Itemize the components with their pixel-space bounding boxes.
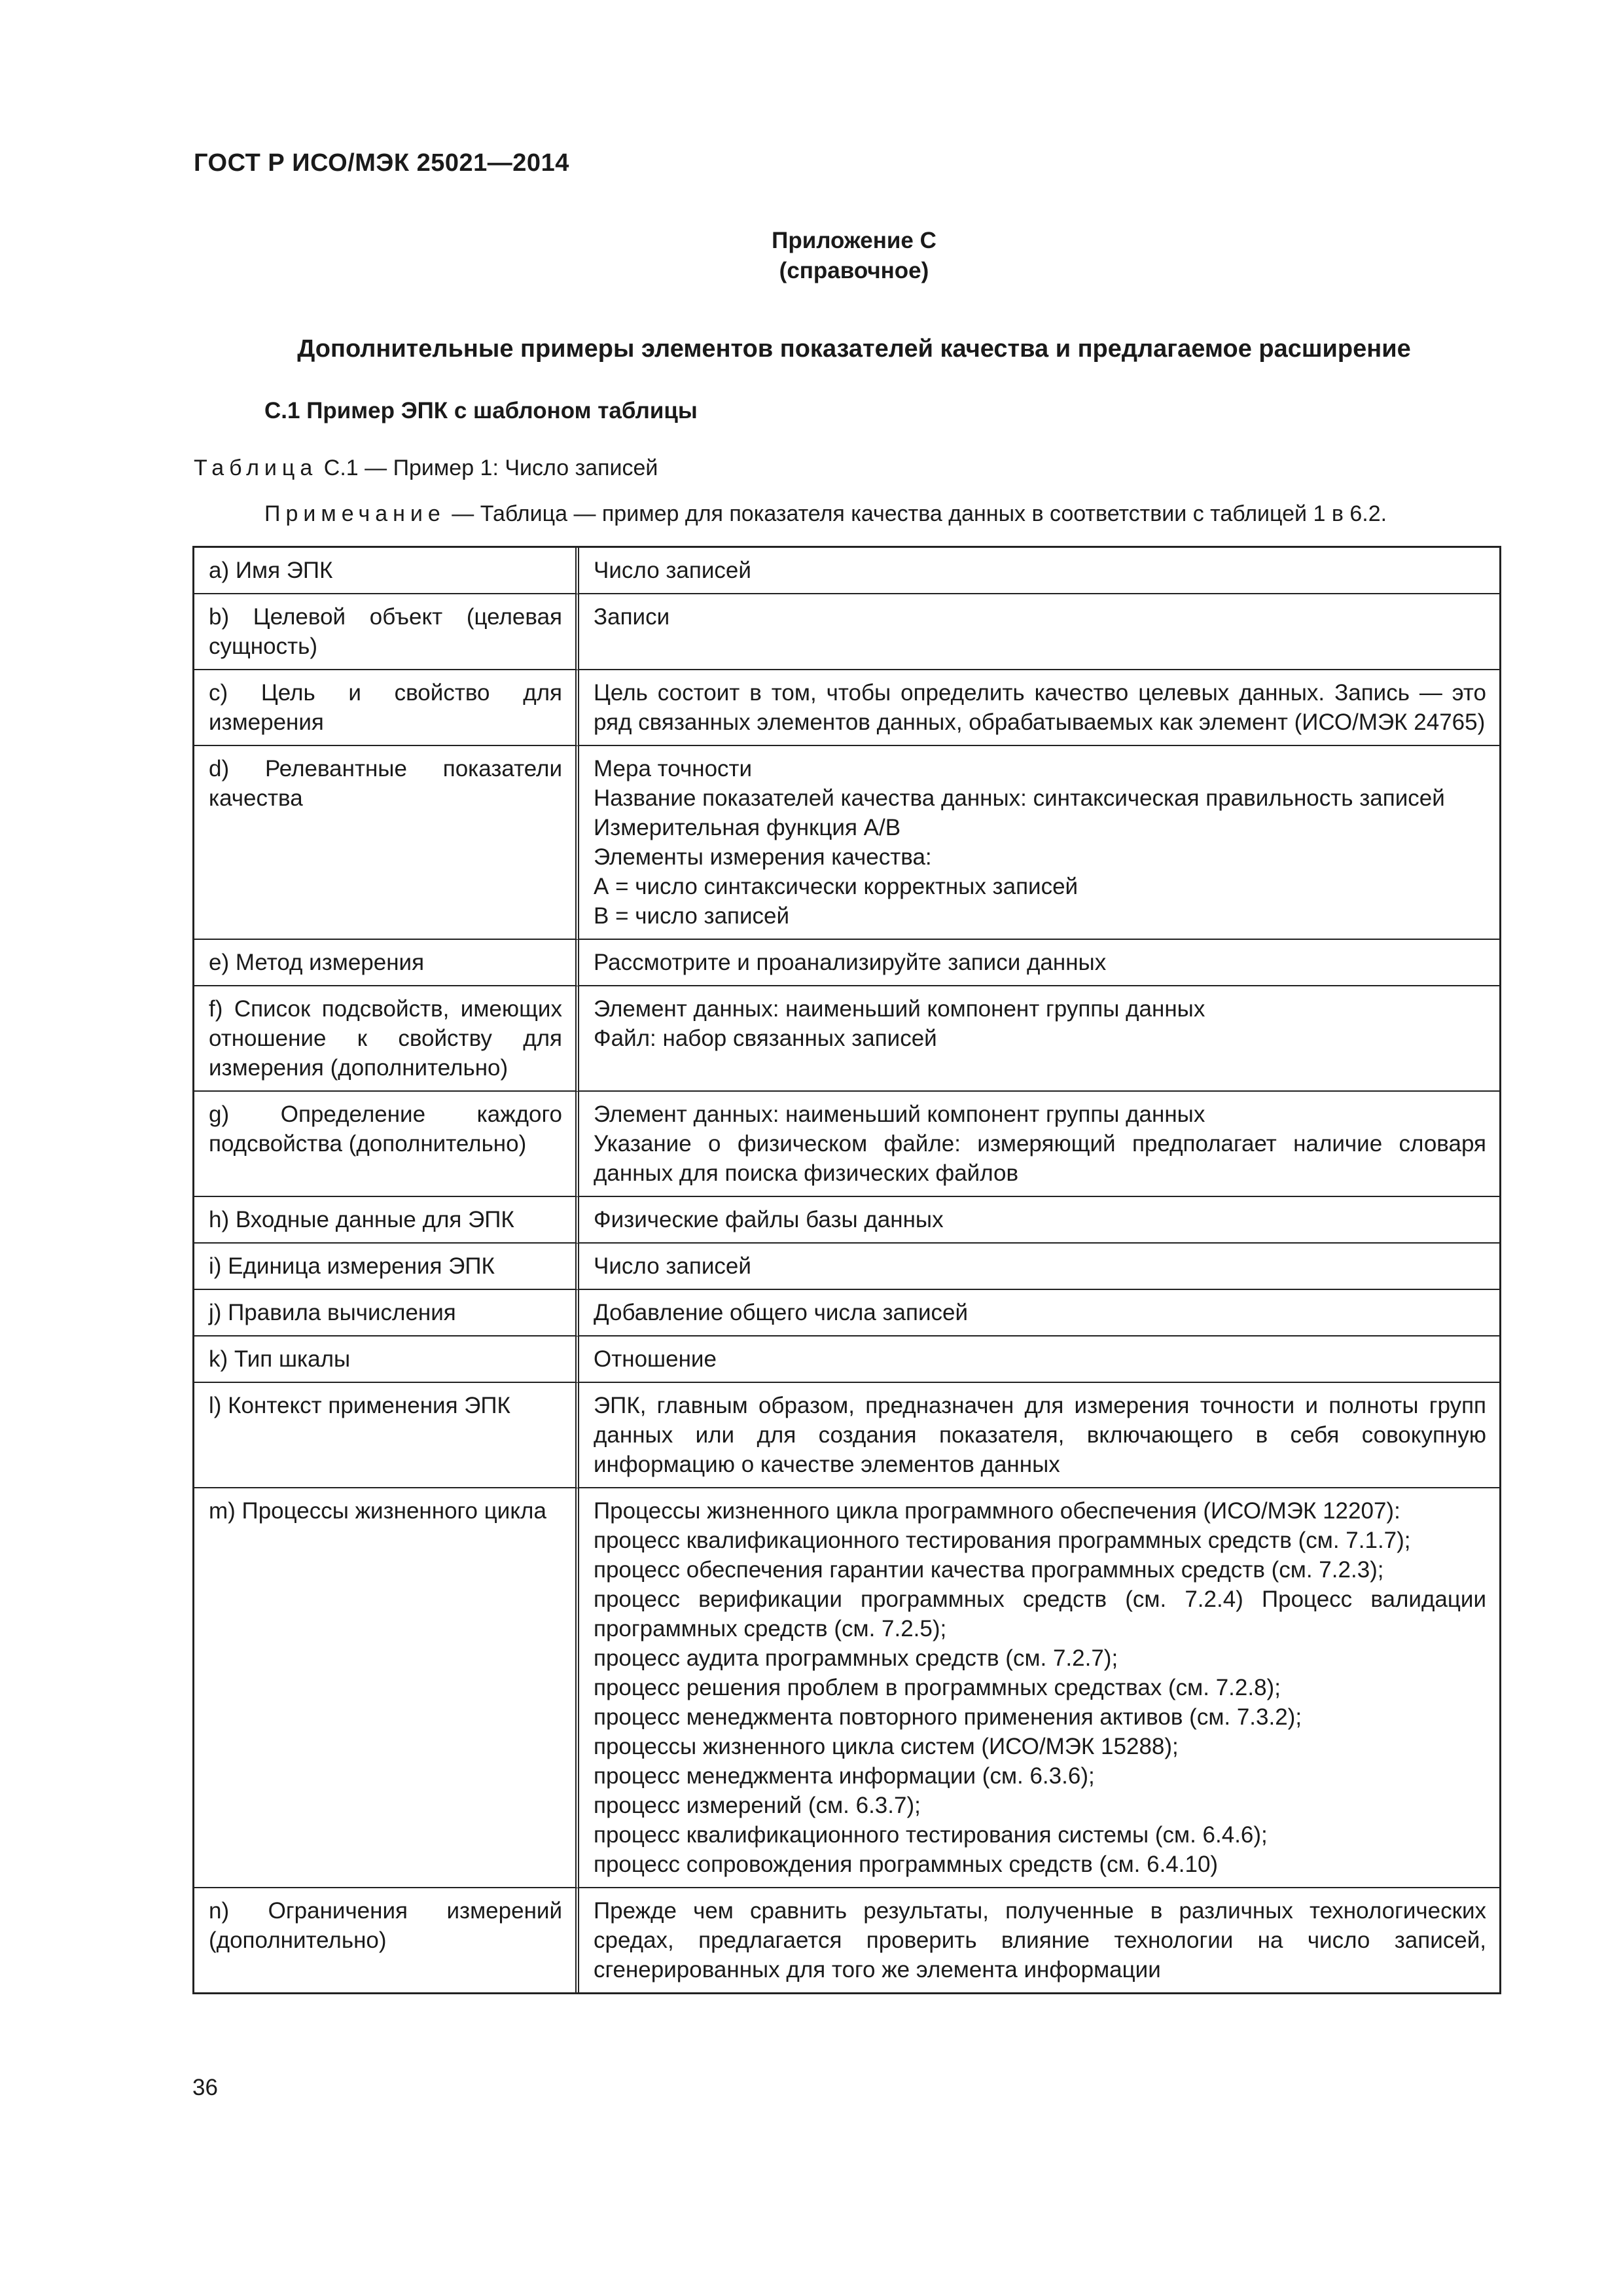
- field-name-cell: e) Метод измерения: [194, 940, 579, 986]
- appendix-title: Приложение С: [772, 228, 936, 253]
- table-row: [194, 1197, 1499, 1244]
- table-row: [194, 1888, 1499, 1992]
- value-line: Элементы измерения качества:: [594, 844, 932, 870]
- table-row: [194, 1244, 1499, 1290]
- field-name-cell: i) Единица измерения ЭПК: [194, 1244, 579, 1290]
- field-value-cell: [579, 940, 1499, 986]
- table-row: [194, 940, 1499, 986]
- value-line: процесс верификации программных средств (см. 7.2.4) Процесс валидации программных средств (см. 7.2.5);: [594, 1587, 1486, 1641]
- value-line: процесс решения проблем в программных средствах (см. 7.2.8);: [594, 1675, 1281, 1700]
- table-caption-label: Таблица: [194, 456, 318, 480]
- field-name-cell: g) Определение каждого подсвойства (дополнительно): [194, 1092, 579, 1197]
- field-name-cell: b) Целевой объект (целевая сущность): [194, 594, 579, 670]
- value-line: процесс квалификационного тестирования программных средств (см. 7.1.7);: [594, 1528, 1411, 1553]
- field-value-cell: [579, 746, 1499, 940]
- appendix-kind: (справочное): [779, 258, 929, 283]
- field-name-cell: h) Входные данные для ЭПК: [194, 1197, 579, 1244]
- note-label: Примечание: [264, 501, 446, 526]
- value-line: Физические файлы базы данных: [594, 1207, 944, 1232]
- value-line: процесс сопровождения программных средств (см. 6.4.10): [594, 1852, 1219, 1877]
- field-value-cell: [579, 1197, 1499, 1244]
- value-line: Элемент данных: наименьший компонент группы данных: [594, 1102, 1205, 1127]
- value-line: Файл: набор связанных записей: [594, 1026, 937, 1051]
- field-name-cell: n) Ограничения измерений (дополнительно): [194, 1888, 579, 1992]
- table-caption: [194, 456, 658, 481]
- value-line: процесс менеджмента повторного применения активов (см. 7.3.2);: [594, 1704, 1302, 1730]
- value-line: А = число синтаксически корректных записей: [594, 874, 1079, 899]
- page-number: 36: [192, 2075, 218, 2100]
- field-value-cell: [579, 1244, 1499, 1290]
- table-note: [264, 501, 1387, 527]
- table-row: [194, 1336, 1499, 1383]
- table-row: [194, 594, 1499, 670]
- field-name-cell: f) Список подсвойств, имеющих отношение к свойству для измерения (дополнительно): [194, 986, 579, 1092]
- value-line: процесс аудита программных средств (см. 7.2.7);: [594, 1645, 1118, 1671]
- value-line: Название показателей качества данных: синтаксическая правильность записей: [594, 785, 1445, 811]
- value-line: Рассмотрите и проанализируйте записи данных: [594, 950, 1107, 975]
- subsection-title: С.1 Пример ЭПК с шаблоном таблицы: [264, 398, 698, 423]
- table-row: [194, 746, 1499, 940]
- table-row: [194, 1290, 1499, 1336]
- field-value-cell: [579, 1888, 1499, 1992]
- value-line: процессы жизненного цикла систем (ИСО/МЭК 15288);: [594, 1734, 1179, 1759]
- field-name-cell: c) Цель и свойство для измерения: [194, 670, 579, 746]
- value-line: процесс квалификационного тестирования системы (см. 6.4.6);: [594, 1822, 1268, 1848]
- value-line: Число записей: [594, 558, 751, 583]
- field-value-cell: [579, 1092, 1499, 1197]
- field-name-cell: m) Процессы жизненного цикла: [194, 1488, 579, 1888]
- field-value-cell: [579, 1336, 1499, 1383]
- standard-header: ГОСТ Р ИСО/МЭК 25021—2014: [194, 149, 569, 177]
- table-row: [194, 1383, 1499, 1488]
- field-value-cell: [579, 594, 1499, 670]
- field-value-cell: [579, 670, 1499, 746]
- value-line: Цель состоит в том, чтобы определить качество целевых данных. Запись — это ряд связанных элементов данных, обрабатываемых как элемент (ИСО/МЭК 24765): [594, 680, 1486, 735]
- value-line: Число записей: [594, 1253, 751, 1279]
- value-line: Прежде чем сравнить результаты, полученные в различных технологических средах, предлагается проверить влияние технологии на число записей, сгенерированных для того же элемента информации: [594, 1898, 1486, 1982]
- spec-table: [192, 546, 1501, 1994]
- value-line: Отношение: [594, 1346, 717, 1372]
- field-value-cell: [579, 986, 1499, 1092]
- value-line: процесс менеджмента информации (см. 6.3.6);: [594, 1763, 1095, 1789]
- value-line: процесс обеспечения гарантии качества программных средств (см. 7.2.3);: [594, 1557, 1384, 1583]
- table-row: [194, 986, 1499, 1092]
- spec-table-body: [194, 548, 1499, 1992]
- value-line: Мера точности: [594, 756, 753, 781]
- value-line: ЭПК, главным образом, предназначен для измерения точности и полноты групп данных или для создания показателя, включающего в себя совокупную информацию о качестве элементов данных: [594, 1393, 1486, 1477]
- field-name-cell: d) Релевантные показатели качества: [194, 746, 579, 940]
- field-name-cell: j) Правила вычисления: [194, 1290, 579, 1336]
- value-line: Записи: [594, 604, 670, 630]
- value-line: Указание о физическом файле: измеряющий предполагает наличие словаря данных для поиска физических файлов: [594, 1131, 1486, 1186]
- table-caption-text: С.1 — Пример 1: Число записей: [323, 456, 658, 480]
- field-name-cell: k) Тип шкалы: [194, 1336, 579, 1383]
- table-row: [194, 1488, 1499, 1888]
- value-line: Добавление общего числа записей: [594, 1300, 969, 1325]
- table-row: [194, 548, 1499, 594]
- value-line: В = число записей: [594, 903, 790, 929]
- table-row: [194, 670, 1499, 746]
- value-line: Измерительная функция А/В: [594, 815, 901, 840]
- field-value-cell: [579, 548, 1499, 594]
- field-value-cell: [579, 1383, 1499, 1488]
- field-value-cell: [579, 1290, 1499, 1336]
- note-text: — Таблица — пример для показателя качества данных в соответствии с таблицей 1 в 6.2.: [452, 501, 1387, 526]
- value-line: процесс измерений (см. 6.3.7);: [594, 1793, 921, 1818]
- field-value-cell: [579, 1488, 1499, 1888]
- field-name-cell: l) Контекст применения ЭПК: [194, 1383, 579, 1488]
- field-name-cell: a) Имя ЭПК: [194, 548, 579, 594]
- value-line: Процессы жизненного цикла программного обеспечения (ИСО/МЭК 12207):: [594, 1498, 1400, 1524]
- table-row: [194, 1092, 1499, 1197]
- value-line: Элемент данных: наименьший компонент группы данных: [594, 996, 1205, 1022]
- section-title: Дополнительные примеры элементов показателей качества и предлагаемое расширение: [297, 335, 1411, 363]
